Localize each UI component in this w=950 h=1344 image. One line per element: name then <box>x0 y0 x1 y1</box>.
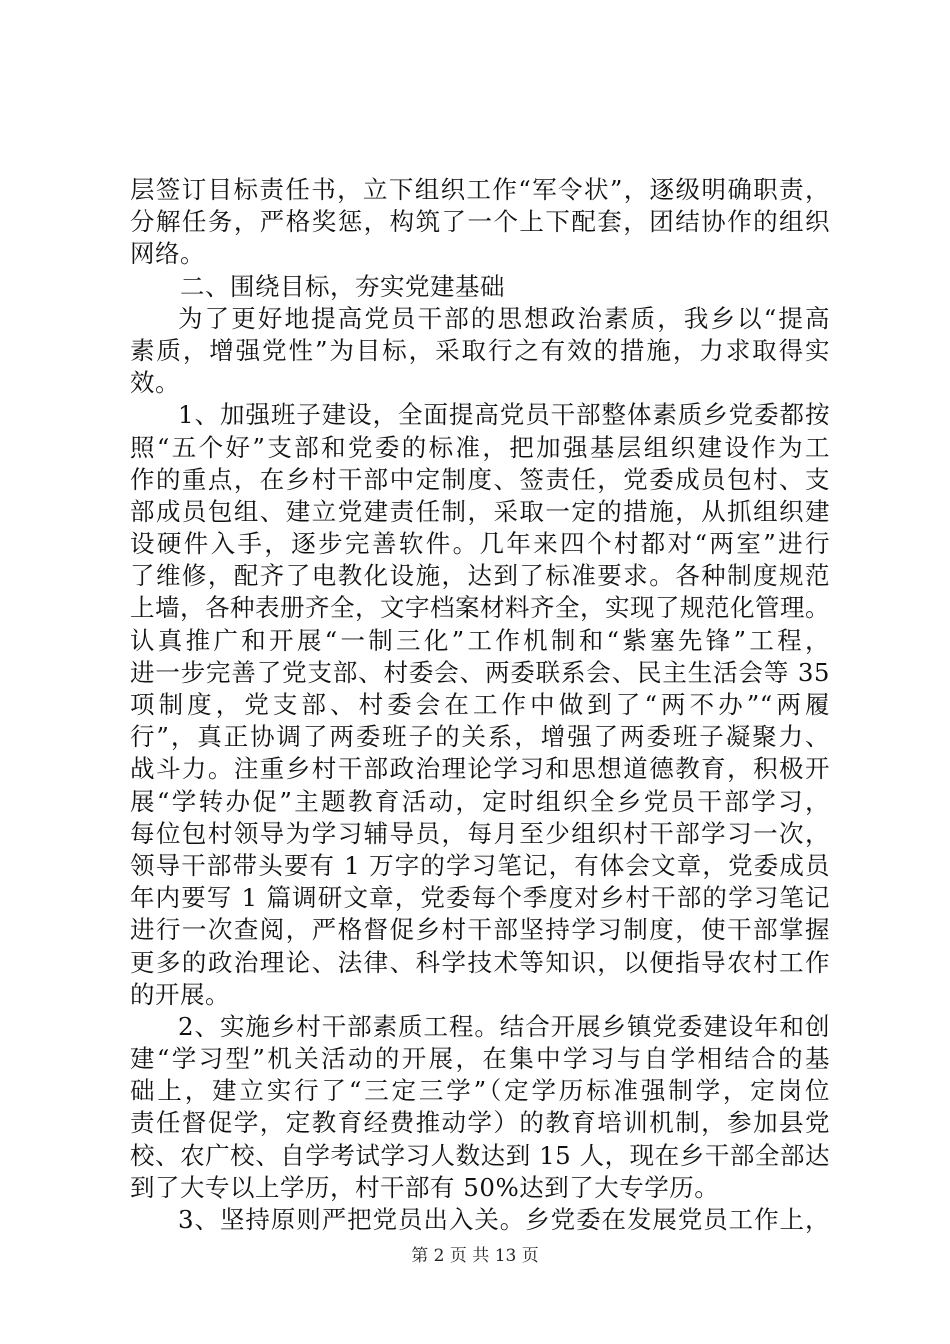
text-line: 项制度，党支部、村委会在工作中做到了“两不办”“两履 <box>130 690 830 719</box>
text-line: 设硬件入手，逐步完善软件。几年来四个村都对“两室”进行 <box>130 529 830 559</box>
text-line: 部成员包组、建立党建责任制，采取一定的措施，从抓组织建 <box>130 496 830 526</box>
text-line: 2、实施乡村干部素质工程。结合开展乡镇党委建设年和创 <box>178 1011 830 1041</box>
text-line: 了维修，配齐了电教化设施，达到了标准要求。各种制度规范 <box>130 561 830 591</box>
text-line: 效。 <box>130 368 180 398</box>
text-line: 进行一次查阅，严格督促乡村干部坚持学习制度，使干部掌握 <box>130 915 830 945</box>
text-line: 的开展。 <box>130 979 230 1009</box>
text-line: 网络。 <box>130 239 205 269</box>
text-line: 作的重点，在乡村干部中定制度、签责任，党委成员包村、支 <box>130 464 830 494</box>
text-line: 更多的政治理论、法律、科学技术等知识，以便指导农村工作 <box>130 947 830 977</box>
text-line: 行”，真正协调了两委班子的关系，增强了两委班子凝聚力、 <box>130 722 830 752</box>
text-line: 到了大专以上学历，村干部有 50%达到了大专学历。 <box>130 1172 720 1202</box>
text-line: 1、加强班子建设，全面提高党员干部整体素质乡党委都按 <box>178 400 830 430</box>
text-line: 展“学转办促”主题教育活动，定时组织全乡党员干部学习， <box>130 786 830 816</box>
text-line: 年内要写 1 篇调研文章，党委每个季度对乡村干部的学习笔记 <box>130 883 830 913</box>
text-line: 二、围绕目标，夯实党建基础 <box>180 271 505 301</box>
text-line: 战斗力。注重乡村干部政治理论学习和思想道德教育，积极开 <box>130 754 830 784</box>
text-line: 层签订目标责任书，立下组织工作“军令状”，逐级明确职责， <box>130 175 830 204</box>
text-line: 校、农广校、自学考试学习人数达到 15 人，现在乡干部全部达 <box>130 1140 830 1170</box>
text-line: 建“学习型”机关活动的开展，在集中学习与自学相结合的基 <box>130 1044 830 1074</box>
text-line: 分解任务，严格奖惩，构筑了一个上下配套，团结协作的组织 <box>130 207 830 237</box>
text-line: 每位包村领导为学习辅导员，每月至少组织村干部学习一次， <box>130 818 830 848</box>
text-line: 领导干部带头要有 1 万字的学习笔记，有体会文章，党委成员 <box>130 850 830 880</box>
page-footer: 第 2 页 共 13 页 <box>411 1246 539 1266</box>
text-line: 3、坚持原则严把党员出入关。乡党委在发展党员工作上， <box>178 1205 830 1234</box>
text-line: 上墙，各种表册齐全，文字档案材料齐全，实现了规范化管理。 <box>130 593 830 623</box>
text-line: 进一步完善了党支部、村委会、两委联系会、民主生活会等 35 <box>130 657 830 687</box>
text-line: 础上，建立实行了“三定三学”（定学历标准强制学，定岗位 <box>130 1076 830 1106</box>
text-line: 素质，增强党性”为目标，采取行之有效的措施，力求取得实 <box>130 335 830 365</box>
text-line: 责任督促学，定教育经费推动学）的教育培训机制，参加县党 <box>130 1108 830 1138</box>
text-line: 照“五个好”支部和党委的标准，把加强基层组织建设作为工 <box>130 432 830 462</box>
text-line: 认真推广和开展“一制三化”工作机制和“紫塞先锋”工程， <box>130 625 830 655</box>
text-line: 为了更好地提高党员干部的思想政治素质，我乡以“提高 <box>178 303 830 333</box>
document-body <box>130 174 830 1236</box>
